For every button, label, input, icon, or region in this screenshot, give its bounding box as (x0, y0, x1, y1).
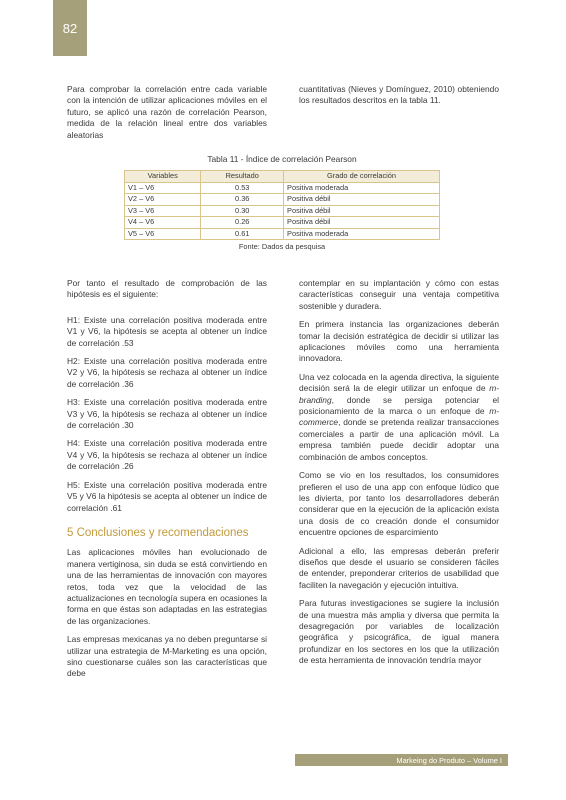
right-paragraph-2: En primera instancia las organizaciones deberán tomar la decisión estratégica de decidir si utilizar las aplicaciones móviles como una herramienta innovadora. (299, 319, 499, 364)
paragraph-text: , donde se pretenda realizar transacciones comerciales a partir de una aplicación móvil. La empresa también puede decidir adoptar una combinación de ambos conceptos. (299, 417, 499, 462)
intro-paragraph-right: cuantitativas (Nieves y Domínguez, 2010) obteniendo los resultados descritos en la tabla 11. (299, 84, 499, 106)
paragraph-text: Una vez colocada en la agenda directiva, la siguiente decisión será la de elegir utilizar un enfoque de (299, 371, 499, 394)
intro-right-column (299, 84, 499, 114)
table-row (125, 205, 440, 217)
conclusions-paragraph-2: Las empresas mexicanas ya no deben preguntarse si utilizar una estrategia de M-Marketing es una opción, sino cuestionarse cuáles son las características que debe (67, 634, 267, 679)
table-row (125, 217, 440, 229)
hypothesis-h4: H4: Existe una correlación positiva moderada entre V4 y V6, la hipótesis se rechaza al obtener un índice de correlación .26 (67, 438, 267, 472)
cell-grado: Positiva moderada (284, 182, 440, 194)
table-row (125, 194, 440, 206)
conclusions-paragraph-1: Las aplicaciones móviles han evolucionado de manera vertiginosa, sin duda se está convirtiendo en una de las herramientas de innovación con mayores retos, toda vez que la velocidad de las actualizaciones en tecnología supera en ocasiones la forma en que éstas son adaptadas en las estrategias de las organizaciones. (67, 547, 267, 626)
header-variables: Variables (125, 171, 201, 183)
term-m-commerce: m-commerce (299, 406, 499, 428)
correlation-table (124, 170, 440, 240)
correlation-table-block (124, 154, 440, 251)
cell-variables: V3 – V6 (125, 205, 201, 217)
footer-text: Markeing do Produto – Volume I (396, 755, 502, 765)
cell-resultado: 0.36 (201, 194, 284, 206)
right-column (299, 278, 499, 674)
cell-variables: V2 – V6 (125, 194, 201, 206)
table-row (125, 182, 440, 194)
cell-grado: Positiva débil (284, 194, 440, 206)
cell-resultado: 0.30 (201, 205, 284, 217)
cell-variables: V1 – V6 (125, 182, 201, 194)
right-paragraph-3 (299, 372, 499, 463)
hypothesis-h1: H1: Existe una correlación positiva moderada entre V1 y V6, la hipótesis se acepta al obtener un índice de correlación .53 (67, 314, 267, 348)
intro-paragraph-left: Para comprobar la correlación entre cada variable con la intención de utilizar aplicaciones móviles en el futuro, se aplicó una razón de correlación Pearson, medida de la relación lineal entre dos variables aleatorias (67, 84, 267, 140)
cell-resultado: 0.53 (201, 182, 284, 194)
left-column (67, 278, 267, 687)
table-source: Fonte: Dados da pesquisa (238, 242, 326, 251)
right-paragraph-5: Adicional a ello, las empresas deberán preferir diseños que desde el usuario se consideren fáciles de entender, preponderar criterios de usabilidad que faciliten la navegación y ejecución intuitiva. (299, 545, 499, 590)
cell-variables: V5 – V6 (125, 228, 201, 240)
hypothesis-h5: H5: Existe una correlación positiva moderada entre V5 y V6 la hipótesis se acepta al obtener un índice de correlación .61 (67, 479, 267, 513)
page-number: 82 (62, 20, 78, 36)
footer-bar (295, 754, 508, 766)
hypothesis-intro: Por tanto el resultado de comprobación de las hipótesis es el siguiente: (67, 278, 267, 300)
term-m-branding: m-branding (299, 383, 499, 405)
cell-resultado: 0.26 (201, 217, 284, 229)
cell-variables: V4 – V6 (125, 217, 201, 229)
hypothesis-h3: H3: Existe una correlación positiva moderada entre V3 y V6, la hipótesis se rechaza al obtener un índice de correlación .30 (67, 397, 267, 431)
header-grado: Grado de correlación (284, 171, 440, 183)
intro-left-column (67, 84, 267, 148)
table-row (125, 228, 440, 240)
section-heading: 5 Conclusiones y recomendaciones (67, 526, 249, 539)
cell-grado: Positiva débil (284, 217, 440, 229)
right-paragraph-6: Para futuras investigaciones se sugiere la inclusión de una muestra más amplia y diversa que permita la desagregación por variables de localización geográfica y psicográfica, de igual manera profundizar en los sectores en los que la utilización de esta herramienta de innovación tendría mayor (299, 598, 499, 666)
right-paragraph-1: contemplar en su implantación y cómo con estas características conseguir una ventaja competitiva sostenible y duradera. (299, 278, 499, 311)
page-number-badge (53, 0, 87, 56)
paragraph-text: , donde se persiga potenciar el posicionamiento de la marca o un enfoque de (299, 394, 499, 417)
table-header-row (125, 171, 440, 183)
header-resultado: Resultado (201, 171, 284, 183)
cell-grado: Positiva moderada (284, 228, 440, 240)
right-paragraph-4: Como se vio en los resultados, los consumidores prefieren el uso de una app con enfoque lúdico que les divierta, por tanto los desarrolladores deberán considerar que en la ejecución de la aplicación exista una dosis de co creación donde el consumidor encuentre opciones de esparcimiento (299, 470, 499, 538)
table-caption: Tabla 11 - Índice de correlación Pearson (207, 154, 357, 164)
cell-resultado: 0.61 (201, 228, 284, 240)
cell-grado: Positiva débil (284, 205, 440, 217)
hypothesis-h2: H2: Existe una correlación positiva moderada entre V2 y V6, la hipótesis se rechaza al obtener un índice de correlación .36 (67, 356, 267, 389)
